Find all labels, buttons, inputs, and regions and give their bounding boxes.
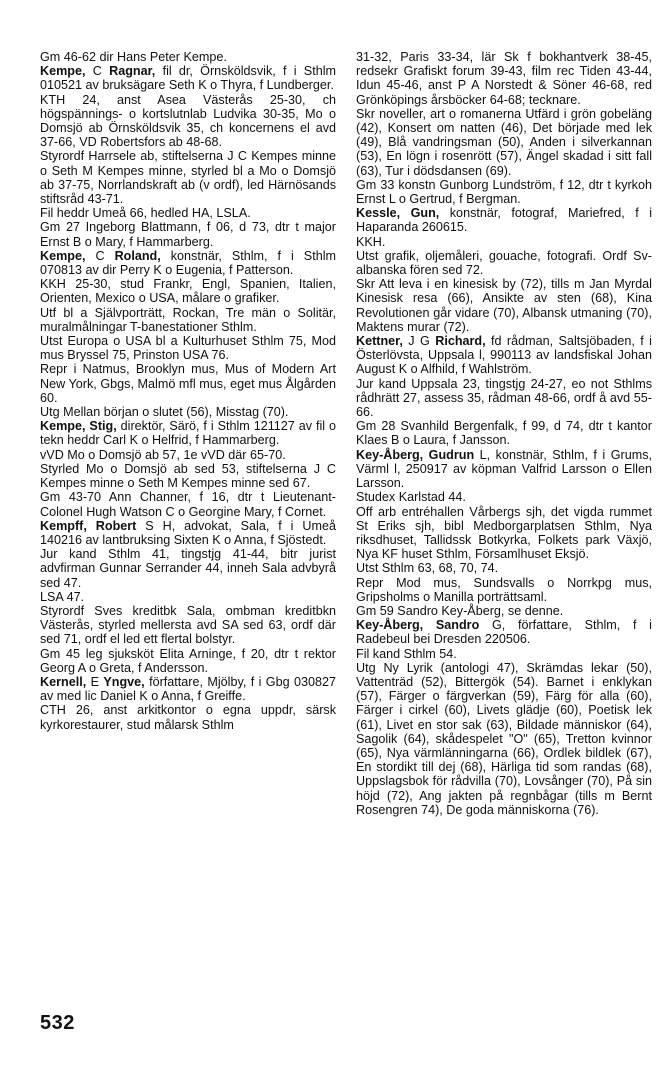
paragraph: Utst grafik, oljemåleri, gouache, fotografi. Ordf Sv-albanska fören sed 72.	[356, 248, 652, 278]
paragraph: Gm 27 Ingeborg Blattmann, f 06, d 73, dtr t major Ernst B o Mary, f Hammarberg.	[40, 220, 336, 249]
paragraph: Jur kand Sthlm 41, tingstjg 41-44, bitr jurist advfirman Gunnar Serrander 44, inneh Sala advbyrå sed 47.	[40, 547, 336, 590]
paragraph: Utst Europa o USA bl a Kulturhuset Sthlm 75, Mod mus Bryssel 75, Prinston USA 76.	[40, 334, 336, 363]
entry-name: Key-Åberg, Sandro	[356, 618, 480, 633]
paragraph: Gm 59 Sandro Key-Åberg, se denne.	[356, 603, 564, 618]
biography-entry-heading: Kernell, E Yngve, författare, Mjölby, f i Gbg 030827 av med lic Daniel K o Anna, f Greiffe.	[40, 674, 336, 704]
entry-surname: Kernell,	[40, 674, 87, 689]
left-column	[40, 50, 336, 732]
paragraph: Utg Mellan början o slutet (56), Misstag (70).	[40, 405, 289, 420]
biography-entry-heading: Kempe, C Roland, konstnär, Sthlm, f i Sthlm 070813 av dir Perry K o Eugenia, f Patterson.	[40, 248, 337, 278]
paragraph: Gm 45 leg sjuksköt Elita Arninge, f 20, dtr t rektor Georg A o Greta, f Andersson.	[40, 646, 336, 675]
biography-entry-heading: Kempff, Robert S H, advokat, Sala, f i Umeå 140216 av lantbruksing Sixten K o Anna, f Sjöstedt.	[40, 518, 336, 547]
entry-first-name: Ragnar,	[109, 64, 156, 79]
paragraph: Styrordf Sves kreditbk Sala, ombman kreditbkn Västerås, styrled mellersta avd SA sed 63, ordf där sed 71, ordf el led ett flertal bolstyr.	[40, 603, 336, 647]
paragraph: Fil kand Sthlm 54.	[356, 646, 457, 661]
paragraph: Off arb entréhallen Vårbergs sjh, det vigda rummet St Eriks sjh, bibl Medborgarplatsen Sthlm, Nya riksdhuset, Tallidssk Botkyrka, Folkets park Växjö, Nya KF huset Sthlm, Församlhuset Eksjö.	[356, 504, 652, 562]
paragraph: Skr Att leva i en kinesisk by (72), tills m Jan Myrdal Kinesisk resa (66), Ansikte av sten (68), Kina Revolutionen går vidare (70), Albansk utmaning (70), Maktens murar (72).	[356, 277, 652, 334]
biography-entry-heading: Kempe, C Ragnar, fil dr, Örnsköldsvik, f i Sthlm 010521 av bruksägare Seth K o Thyra, f Lundberger.	[40, 64, 336, 93]
entry-surname: Kettner,	[356, 334, 403, 349]
paragraph: Gm 43-70 Ann Channer, f 16, dtr t Lieutenant-Colonel Hugh Watson C o Georgine Mary, f Cornet.	[40, 490, 336, 519]
paragraph: KKH 25-30, stud Frankr, Engl, Spanien, Italien, Orienten, Mexico o USA, målare o grafiker.	[40, 277, 336, 306]
entry-first-name: Richard,	[435, 334, 486, 349]
paragraph: Skr noveller, art o romanerna Utfärd i grön gobeläng (42), Konsert om natten (46), Det började med lek (49), Blå vandringsman (50), Anden i silverkannan (53), En lögn i rosenrött (57), Ängel skadad i sitt fall (63), Tur i dödsdansen (69).	[356, 106, 652, 178]
paragraph: Styrordf Harrsele ab, stiftelserna J C Kempes minne o Seth M Kempes minne, styrled bl a Mo o Domsjö ab 37-75, Norrlandskraft ab (v ordf), led Härnösands stiftsråd 43-71.	[40, 149, 336, 207]
paragraph: KTH 24, anst Asea Västerås 25-30, ch högspännings- o kortslutnlab Ludvika 30-35, Mo o Domsjö ab Örnsköldsvik 35, ch koncernens el avd 37-66, VD Robertsfors ab 48-68.	[40, 92, 336, 150]
paragraph: CTH 26, anst arkitkontor o egna uppdr, särsk kyrkorestaurer, stud målarsk Sthlm	[40, 703, 336, 732]
biography-entry-heading: Key-Åberg, Sandro G, författare, Sthlm, f i Radebeul bei Dresden 220506.	[356, 618, 652, 647]
page-number: 532	[40, 1012, 75, 1034]
entry-first-name: Yngve,	[103, 674, 145, 689]
biography-entry-heading: Kettner, J G Richard, fd rådman, Saltsjöbaden, f i Österlövsta, Uppsala l, 990113 av landsfiskal Johan August K o Alfhild, f Wahlström.	[356, 334, 652, 377]
paragraph: Gm 28 Svanhild Bergenfalk, f 99, d 74, dtr t kantor Klaes B o Laura, f Jansson.	[356, 419, 652, 448]
paragraph: Gm 46-62 dir Hans Peter Kempe.	[40, 50, 227, 64]
biography-entry-heading: Kempe, Stig, direktör, Särö, f i Sthlm 121127 av fil o tekn heddr Carl K o Helfrid, f Hammarberg.	[40, 419, 336, 448]
paragraph: 31-32, Paris 33-34, lär Sk f bokhantverk 38-45, redsekr Grafiskt forum 39-43, film rec Tiden 43-44, Idun 45-46, anst P A Norstedt & Söner 46-68, red Grönköpings årsböcker 64-68; tecknare.	[356, 50, 652, 107]
paragraph: Jur kand Uppsala 23, tingstjg 24-27, eo not Sthlms rådhrätt 27, assess 35, rådman 48-66, ordf å avd 55-66.	[356, 376, 652, 420]
right-column	[356, 50, 652, 817]
paragraph: Studex Karlstad 44.	[356, 490, 466, 505]
paragraph: Repr i Natmus, Brooklyn mus, Mus of Modern Art New York, Gbgs, Malmö mfl mus, eget mus Ålgården 60.	[40, 362, 336, 405]
entry-name: Key-Åberg, Gudrun	[356, 447, 475, 462]
entry-surname: Kempe,	[40, 248, 86, 263]
entry-name: Kempe, Stig,	[40, 419, 117, 434]
paragraph: Gm 33 konstn Gunborg Lundström, f 12, dtr t kyrkoh Ernst L o Gertrud, f Bergman.	[356, 177, 652, 207]
biography-entry-heading: Kessle, Gun, konstnär, fotograf, Mariefred, f i Haparanda 260615.	[356, 206, 652, 235]
entry-surname: Kempe,	[40, 64, 86, 79]
paragraph: vVD Mo o Domsjö ab 57, 1e vVD där 65-70.	[40, 447, 286, 462]
paragraph: Repr Mod mus, Sundsvalls o Norrkpg mus, Gripsholms o Manilla porträttsaml.	[356, 575, 652, 604]
paragraph: LSA 47.	[40, 589, 85, 604]
biography-entry-heading: Key-Åberg, Gudrun L, konstnär, Sthlm, f i Grums, Värml l, 250917 av köpman Valfrid Larsson o Ellen Larsson.	[356, 447, 653, 491]
paragraph: KKH.	[356, 234, 386, 249]
entry-name: Kempff, Robert	[40, 518, 137, 533]
entry-name: Kessle, Gun,	[356, 206, 440, 221]
paragraph: Styrled Mo o Domsjö ab sed 53, stiftelserna J C Kempes minne o Seth M Kempes minne sed 67.	[40, 461, 336, 491]
paragraph: Utf bl a Självporträtt, Rockan, Tre män o Solitär, muralmålningar T-banestationer Sthlm.	[40, 305, 336, 334]
entry-first-name: Roland,	[114, 248, 161, 263]
paragraph: Fil heddr Umeå 66, hedled HA, LSLA.	[40, 206, 251, 221]
paragraph: Utst Sthlm 63, 68, 70, 74.	[356, 561, 499, 576]
paragraph: Utg Ny Lyrik (antologi 47), Skrämdas lekar (50), Vattenträd (52), Bittergök (54). Barnet i enklykan (57), Färger o färgverkan (59), Färg för alla (60), Färger i cirkel (60), Livets glädje (60), Poetisk lek (61), Livet en stor sak (63), Bildade människor (64), Sagolik (64), skådespelet "O" (65), Tretton kvinnor (65), Nya värmlänningarna (66), Ordlek bildlek (67), En stordikt till dej (68), Härliga tid som randas (68), Uppslagsbok för rådvilla (70), Lovsånger (70), På sin höjd (72), Ang jakten på regnbågar (tills m Bernt Rosengren 74), De goda människorna (76).	[356, 660, 652, 817]
